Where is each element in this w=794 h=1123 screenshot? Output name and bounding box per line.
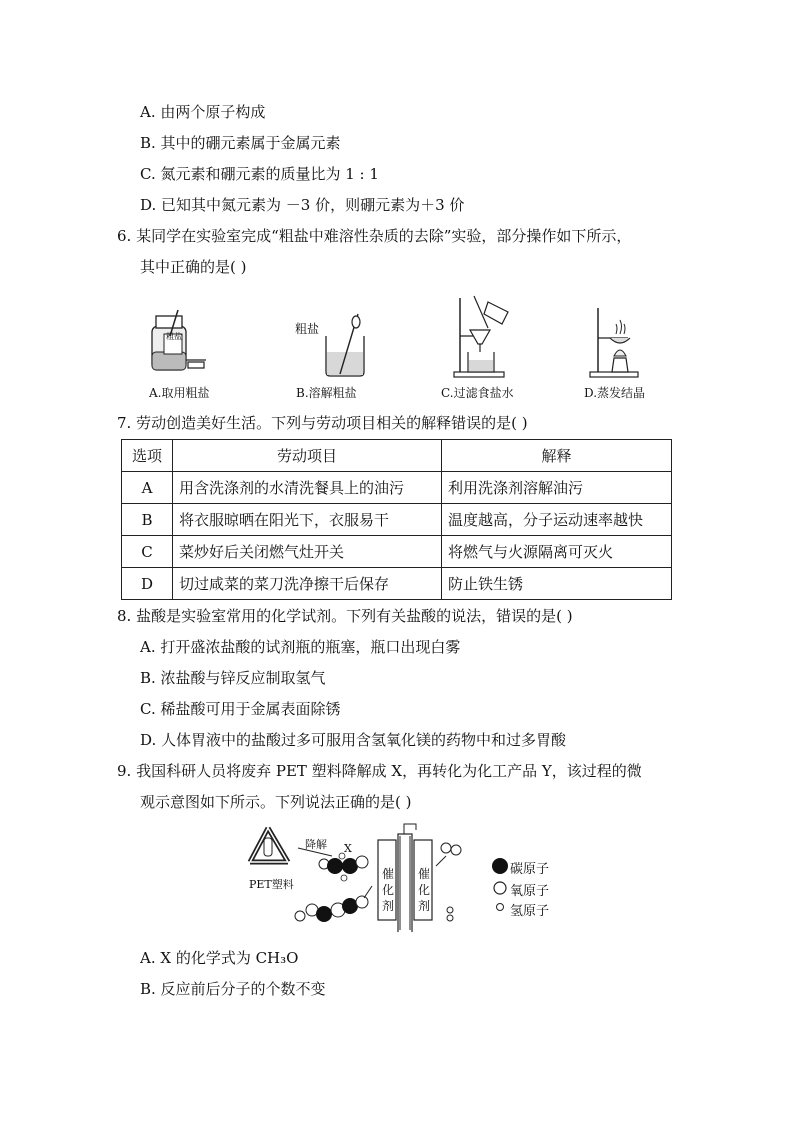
caption-d: D.蒸发结晶 xyxy=(584,386,646,400)
q7-stem: 7. 劳动创造美好生活。下列与劳动项目相关的解释错误的是( ) xyxy=(117,414,528,432)
evaporation-figure xyxy=(588,304,644,378)
legend-oxygen: 氧原子 xyxy=(510,884,550,899)
catalyst-right-char: 化 xyxy=(418,883,431,897)
catalyst-left-char: 剂 xyxy=(382,899,395,913)
header-explanation: 解释 xyxy=(442,440,672,472)
header-option: 选项 xyxy=(122,440,173,472)
degrade-label: 降解 xyxy=(305,838,327,851)
beaker-label: 粗盐 xyxy=(295,322,320,336)
q5-option-c: C. 氮元素和硼元素的质量比为 1 : 1 xyxy=(140,165,379,183)
q9-stem-line1: 9. 我国科研人员将废弃 PET 塑料降解成 X，再转化为化工产品 Y，该过程的微 xyxy=(117,762,642,780)
table-row xyxy=(122,504,672,536)
row-option: A xyxy=(122,472,173,504)
row-explanation: 利用洗涤剂溶解油污 xyxy=(442,472,672,504)
row-option: C xyxy=(122,536,173,568)
x-label: X xyxy=(344,842,352,855)
q8-option-c: C. 稀盐酸可用于金属表面除锈 xyxy=(140,700,341,718)
caption-a: A.取用粗盐 xyxy=(149,386,210,400)
table-row xyxy=(122,568,672,600)
q5-option-d: D. 已知其中氮元素为 －3 价，则硼元素为＋3 价 xyxy=(140,196,465,214)
jar-label: 粗盐 xyxy=(166,332,182,341)
header-project: 劳动项目 xyxy=(173,440,442,472)
row-option: D xyxy=(122,568,173,600)
q6-stem-line1: 6. 某同学在实验室完成“粗盐中难溶性杂质的去除”实验，部分操作如下所示， xyxy=(117,227,632,245)
caption-c: C.过滤食盐水 xyxy=(441,386,514,400)
row-project: 将衣服晾晒在阳光下，衣服易干 xyxy=(173,504,442,536)
catalyst-right xyxy=(418,866,430,914)
caption-b: B.溶解粗盐 xyxy=(296,386,357,400)
row-project: 用含洗涤剂的水清洗餐具上的油污 xyxy=(173,472,442,504)
row-explanation: 温度越高，分子运动速率越快 xyxy=(442,504,672,536)
table-header-row xyxy=(122,440,672,472)
catalyst-left-char: 催 xyxy=(382,867,395,881)
q5-option-a: A. 由两个原子构成 xyxy=(140,103,266,121)
row-project: 菜炒好后关闭燃气灶开关 xyxy=(173,536,442,568)
catalyst-left-char: 化 xyxy=(382,883,395,897)
q8-option-b: B. 浓盐酸与锌反应制取氢气 xyxy=(140,669,326,687)
jar-spoon-figure xyxy=(140,306,210,378)
q9-option-b: B. 反应前后分子的个数不变 xyxy=(140,980,326,998)
table-row xyxy=(122,472,672,504)
row-project: 切过咸菜的菜刀洗净擦干后保存 xyxy=(173,568,442,600)
catalyst-left xyxy=(382,866,394,914)
catalyst-right-char: 剂 xyxy=(418,899,431,913)
row-explanation: 防止铁生锈 xyxy=(442,568,672,600)
row-explanation: 将燃气与火源隔离可灭火 xyxy=(442,536,672,568)
legend-hydrogen: 氢原子 xyxy=(510,904,550,919)
q9-option-a: A. X 的化学式为 CH₃O xyxy=(140,949,299,967)
q9-stem-line2: 观示意图如下所示。下列说法正确的是( ) xyxy=(140,793,412,811)
legend-carbon: 碳原子 xyxy=(510,862,550,877)
row-option: B xyxy=(122,504,173,536)
q8-option-a: A. 打开盛浓盐酸的试剂瓶的瓶塞，瓶口出现白雾 xyxy=(140,638,461,656)
filter-figure xyxy=(452,292,522,378)
q6-stem-line2: 其中正确的是( ) xyxy=(140,258,247,276)
carbon-atom-icon xyxy=(492,858,508,874)
oxygen-atom-icon xyxy=(494,882,506,894)
q8-stem: 8. 盐酸是实验室常用的化学试剂。下列有关盐酸的说法，错误的是( ) xyxy=(117,607,573,625)
q5-option-b: B. 其中的硼元素属于金属元素 xyxy=(140,134,341,152)
pet-label: PET塑料 xyxy=(249,878,294,891)
q8-option-d: D. 人体胃液中的盐酸过多可服用含氢氧化镁的药物中和过多胃酸 xyxy=(140,731,567,749)
beaker-figure xyxy=(320,312,370,378)
table-row xyxy=(122,536,672,568)
hydrogen-atom-icon xyxy=(497,904,504,911)
labor-table xyxy=(121,439,672,600)
catalyst-right-char: 催 xyxy=(418,867,431,881)
